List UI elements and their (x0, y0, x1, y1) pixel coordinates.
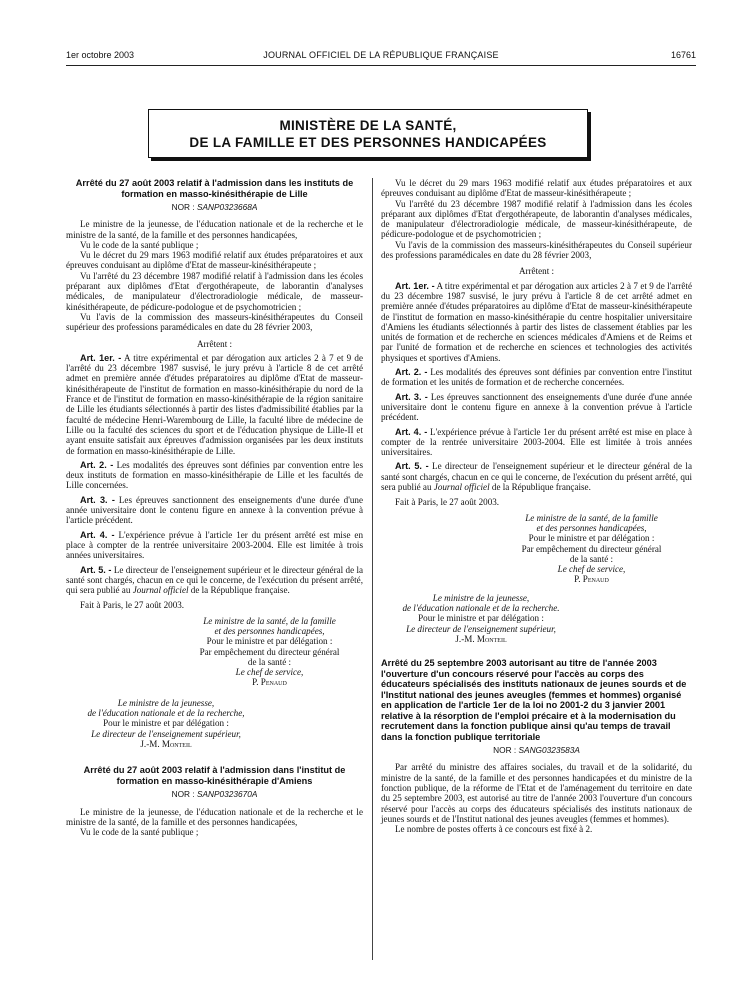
left-column (66, 178, 363, 837)
signatory-line: Par empêchement du directeur général (521, 543, 662, 554)
article-text: L'expérience prévue à l'article 1er du présent arrêté est mise en place à compter de la rentrée universitaire 2003-2004. Elle est limitée à trois années universitaires. (66, 529, 363, 561)
article-text: Les épreuves sanctionnent des enseignements d'une durée d'une année universitaire dont le contenu figure en annexe à la convention prévue à l'article précédent. (381, 391, 692, 423)
article-5 (381, 461, 692, 492)
signature-date: Fait à Paris, le 27 août 2003. (395, 497, 500, 508)
nor-code: SANP0323668A (196, 202, 258, 212)
nor-reference-amiens (66, 789, 363, 799)
article-label: Art. 3. - (395, 391, 428, 402)
decree-title-lille: Arrêté du 27 août 2003 relatif à l'admission dans les instituts de formation en masso-kinésithérapie de Lille (75, 178, 354, 199)
signatory-line: Pour le ministre et par délégation : (103, 718, 229, 729)
nor-reference-concours (381, 745, 692, 755)
signatory-line: Pour le ministre et par délégation : (418, 613, 544, 624)
article-label: Art. 2. - (395, 367, 428, 378)
article-text: de la République française. (491, 482, 591, 493)
article-text: Le directeur de l'enseignement supérieur et le directeur général de la santé sont chargés, chacun en ce qui le concerne, de l'exécution du présent arrêté, qui sera publié au (66, 564, 364, 596)
paragraph: Vu l'arrêté du 23 décembre 1987 modifié relatif à l'admission dans les écoles préparant aux diplômes d'Etat d'ergothérapeute, de laborantin d'analyses médicales, de manipulateur d'électroradiologie médicale, de masseur-kinésithérapeute, de pédicure-podologue et de psychomotricien ; (66, 270, 363, 312)
paragraph: Le ministre de la jeunesse, de l'éducation nationale et de la recherche et le ministre de la santé, de la famille et des personnes handicapées, (66, 806, 363, 827)
paragraph: Vu le décret du 29 mars 1963 modifié relatif aux études préparatoires et aux épreuves conduisant au diplôme d'Etat de masseur-kinésithérapeute ; (381, 178, 692, 199)
article-text: A titre expérimental et par dérogation aux articles 2 à 7 et 9 de l'arrêté du 23 décembre 1987 susvisé, le jury prévu à l'article 8 de cet arrêté admet en première année d'études préparatoires au diplôme d'Etat de masseur-kinésithérapeute de l'institut de formation en masso-kinésithérapie du centre hospitalier universitaire d'Amiens les étudiants sélectionnés à partir des listes de classement établies par les unités de formation et de recherche en sciences médicales d'Amiens et de Reims et par l'unité de formation et de recherche en sciences et technologies des activités physiques et sportives d'Amiens. (381, 280, 692, 363)
article-5 (66, 565, 363, 596)
decree-title-amiens: Arrêté du 27 août 2003 relatif à l'admission dans l'institut de formation en masso-kinésithérapie d'Amiens (83, 765, 346, 786)
article-1 (66, 353, 363, 456)
signatory-line: Pour le ministre et par délégation : (206, 636, 333, 647)
paragraph: Vu l'avis de la commission des masseurs-kinésithérapeutes du Conseil supérieur des professions paramédicales en date du 28 février 2003, (381, 239, 692, 261)
paragraph: Le nombre de postes offerts à ce concours est fixé à 2. (395, 824, 593, 835)
article-3 (381, 392, 692, 423)
article-label: Art. 4. - (80, 529, 115, 540)
article-3 (66, 495, 363, 526)
nor-code: SANG0323583A (518, 745, 580, 756)
article-2 (66, 460, 363, 491)
nor-label: NOR : (493, 745, 517, 756)
nor-code: SANP0323670A (196, 789, 258, 800)
article-4 (66, 530, 363, 561)
article-4 (381, 427, 692, 458)
signatory-line: Le directeur de l'enseignement supérieur, (406, 623, 556, 634)
signatory-name: P. Penaud (252, 677, 287, 688)
signatory-line: Le chef de service, (557, 564, 626, 575)
article-label: Art. 1er. - (395, 280, 435, 291)
signatory-name: P. Penaud (574, 574, 609, 585)
header-page-number: 16761 (670, 50, 696, 60)
ministry-box (148, 109, 588, 158)
paragraph: Vu l'avis de la commission des masseurs-kinésithérapeutes du Conseil supérieur des professions paramédicales en date du 28 février 2003, (66, 311, 363, 333)
header-date: 1er octobre 2003 (66, 50, 135, 60)
signature-block-sante (176, 616, 363, 688)
journal-officiel-italic: Journal officiel (433, 482, 490, 493)
signatory-line: Le ministre de la santé, de la famille (203, 615, 336, 626)
signatory-line: de la santé : (569, 553, 614, 564)
paragraph: Vu le code de la santé publique ; (80, 239, 199, 250)
nor-label: NOR : (171, 202, 195, 212)
ministry-line-1: MINISTÈRE DE LA SANTÉ, (279, 118, 457, 133)
paragraph: Par arrêté du ministre des affaires sociales, du travail et de la solidarité, du ministre de la santé, de la famille et des personnes handicapées et du ministre de la fonction publique, de la réforme de l'Etat et de l'aménagement du territoire en date du 25 septembre 2003, est autorisé au titre de l'année 2003 l'ouverture d'un concours réservé pour l'accès au corps des éducateurs spécialisés des instituts nationaux de jeunes sourds et de l'Institut national des jeunes aveugles (femmes et hommes). (381, 762, 692, 824)
header-rule (66, 65, 696, 66)
ministry-line-2: DE LA FAMILLE ET DES PERSONNES HANDICAPÉES (189, 135, 547, 150)
article-label: Art. 3. - (80, 494, 115, 505)
signatory-line: et des personnes handicapées, (536, 522, 647, 533)
signatory-line: et des personnes handicapées, (214, 625, 325, 636)
signature-date: Fait à Paris, le 27 août 2003. (80, 600, 185, 611)
signatory-line: Le ministre de la santé, de la famille (525, 512, 658, 523)
article-text: L'expérience prévue à l'article 1er du présent arrêté est mise en place à compter de la rentrée universitaire 2003-2004. Elle est limitée à trois années universitaires. (381, 426, 692, 458)
article-text: A titre expérimental et par dérogation aux articles 2 à 7 et 9 de l'arrêté du 23 décembre 1987 susvisé, le jury prévu à l'article 8 de cet arrêté admet en première année d'études préparatoires au diplôme d'Etat de masseur-kinésithérapeute de l'institut de formation en masso-kinésithérapie du nord de la France et de l'institut de formation en masso-kinésithérapie de la région sanitaire de Lille les étudiants sélectionnés à partir des listes d'admissibilité établies par la faculté de médecine Henri-Warembourg de Lille, la faculté libre de médecine de Lille ou la faculté des sciences du sport et de l'éducation physique de Lille-II et ayant ensuite satisfait aux épreuves d'admission organisées par les deux instituts de formation en masso-kinésithérapie de Lille. (66, 352, 363, 456)
signatory-line: de l'éducation nationale et de la recherche. (402, 602, 560, 613)
signatory-line: Pour le ministre et par délégation : (528, 533, 655, 544)
article-label: Art. 5. - (395, 461, 429, 472)
article-text: Les modalités des épreuves sont définies par convention entre l'institut de formation et les unités de formation et de recherche concernées. (381, 367, 692, 388)
nor-reference-lille (66, 202, 363, 212)
signature-block-education (66, 698, 266, 749)
paragraph: Le ministre de la jeunesse, de l'éducation nationale et de la recherche et le ministre de la santé, de la famille et des personnes handicapées, (66, 219, 363, 240)
arretent-heading: Arrêtent : (196, 338, 233, 349)
signatory-line: Par empêchement du directeur général (199, 646, 340, 657)
article-2 (381, 367, 692, 388)
journal-officiel-italic: Journal officiel (132, 585, 189, 596)
header-journal-title: JOURNAL OFFICIEL DE LA RÉPUBLIQUE FRANÇAISE (263, 50, 499, 60)
article-label: Art. 2. - (80, 459, 114, 470)
decree-title-concours: Arrêté du 25 septembre 2003 autorisant au titre de l'année 2003 l'ouverture d'un concours réservé pour l'accès au corps des éducateurs spécialisés des instituts nationaux de jeunes sourds et de l'Institut national des jeunes aveugles (femmes et hommes) organisé en application de l'article 1er de la loi no 2001-2 du 3 janvier 2001 relative à la résorption de l'emploi précaire et à la modernisation du recrutement dans la fonction publique ainsi qu'au temps de travail dans la fonction publique territoriale (381, 658, 687, 742)
signatory-line: Le chef de service, (235, 667, 304, 678)
column-divider (372, 178, 373, 960)
article-label: Art. 1er. - (80, 352, 122, 363)
signatory-line: Le directeur de l'enseignement supérieur, (91, 728, 241, 739)
signatory-name: J.-M. Monteil (455, 633, 507, 644)
article-text: Les modalités des épreuves sont définies par convention entre les deux instituts de formation en masso-kinésithérapie de Lille et les facultés de Lille concernées. (66, 459, 364, 491)
signatory-name: J.-M. Monteil (140, 738, 192, 749)
running-header (66, 50, 696, 64)
nor-label: NOR : (171, 789, 195, 800)
signatory-line: de la santé : (247, 656, 292, 667)
article-text: Le directeur de l'enseignement supérieur et le directeur général de la santé sont chargés, chacun en ce qui le concerne, de l'exécution du présent arrêté, qui sera publié au (381, 461, 692, 493)
signature-block-education (381, 593, 581, 644)
article-text: Les épreuves sanctionnent des enseignements d'une durée d'une année universitaire dont le contenu figure en annexe à la convention prévue à l'article précédent. (66, 494, 363, 526)
signatory-line: de l'éducation nationale et de la recherche, (87, 708, 245, 719)
right-column (381, 178, 692, 835)
article-label: Art. 4. - (395, 426, 428, 437)
arretent-heading: Arrêtent : (518, 266, 555, 277)
article-label: Art. 5. - (80, 564, 112, 575)
paragraph: Vu le code de la santé publique ; (80, 827, 199, 838)
paragraph: Vu le décret du 29 mars 1963 modifié relatif aux études préparatoires et aux épreuves conduisant au diplôme d'Etat de masseur-kinésithérapeute ; (66, 250, 363, 271)
signatory-line: Le ministre de la jeunesse, (117, 697, 215, 708)
signature-block-sante (491, 513, 692, 585)
paragraph: Vu l'arrêté du 23 décembre 1987 modifié relatif à l'admission dans les écoles préparant aux diplômes d'Etat d'ergothérapeute, de laborantin d'analyses médicales, de manipulateur d'électroradiologie médicale, de masseur-kinésithérapeute, de pédicure-podologue et de psychomotricien ; (381, 198, 692, 240)
article-text: de la République française. (190, 585, 290, 596)
article-1 (381, 281, 692, 363)
signatory-line: Le ministre de la jeunesse, (432, 592, 530, 603)
